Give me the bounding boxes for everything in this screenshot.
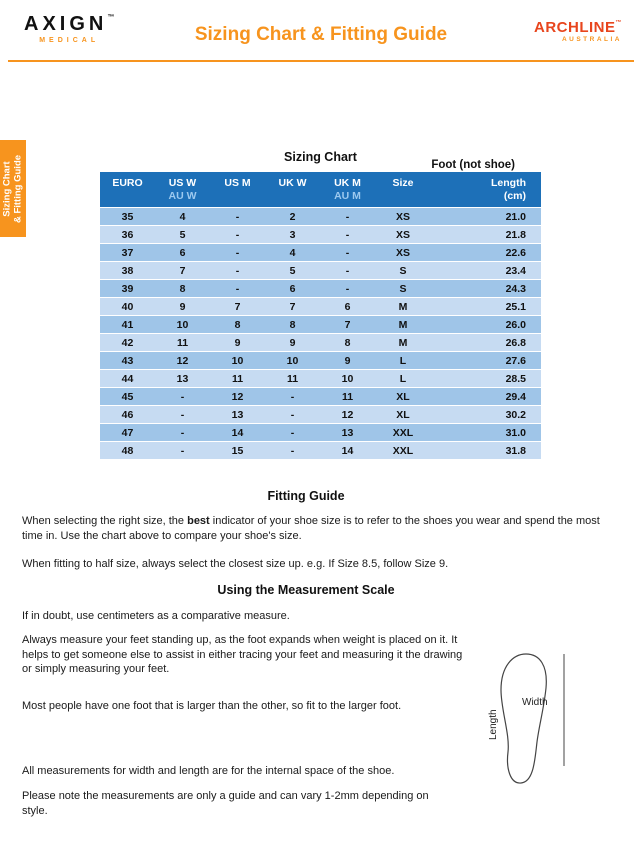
table-cell: - [320, 208, 375, 226]
table-row [100, 316, 541, 334]
table-cell: XS [375, 208, 431, 226]
table-cell: XS [375, 226, 431, 244]
table-cell: 9 [155, 298, 210, 316]
table-cell: 2 [265, 208, 320, 226]
table-cell: 23.4 [431, 262, 541, 280]
table-cell: - [265, 442, 320, 460]
table-row [100, 262, 541, 280]
table-cell: 26.0 [431, 316, 541, 334]
sizing-chart-section [100, 150, 541, 459]
table-cell: - [210, 226, 265, 244]
page-title: Sizing Chart & Fitting Guide [194, 24, 448, 45]
column-header: US W AU W [155, 172, 210, 208]
table-cell: 35 [100, 208, 155, 226]
header-divider [8, 60, 634, 62]
table-cell: 25.1 [431, 298, 541, 316]
table-cell: 4 [265, 244, 320, 262]
side-tab [0, 140, 26, 237]
table-cell: S [375, 262, 431, 280]
table-row [100, 406, 541, 424]
measurement-scale-title: Using the Measurement Scale [217, 583, 395, 597]
table-row [100, 352, 541, 370]
table-cell: - [320, 280, 375, 298]
table-row [100, 442, 541, 460]
table-cell: - [265, 406, 320, 424]
table-cell: XXL [375, 442, 431, 460]
fitting-guide-para-1: When selecting the right size, the best indicator of your shoe size is to refer to the shoes you wear and spend the most time in. Use the chart above to compare your shoe's size. [22, 515, 600, 542]
table-cell: 13 [320, 424, 375, 442]
table-cell: 4 [155, 208, 210, 226]
table-cell: 44 [100, 370, 155, 388]
table-cell: 45 [100, 388, 155, 406]
table-cell: - [210, 280, 265, 298]
table-cell: 7 [320, 316, 375, 334]
table-cell: 24.3 [431, 280, 541, 298]
table-cell: 11 [320, 388, 375, 406]
width-label: Width [522, 697, 548, 708]
table-cell: 22.6 [431, 244, 541, 262]
archline-logo-name: ARCHLINE™ [534, 19, 622, 36]
table-cell: - [210, 208, 265, 226]
table-cell: 14 [210, 424, 265, 442]
side-tab-label: Sizing Chart & Fitting Guide [1, 154, 24, 223]
table-cell: 9 [210, 334, 265, 352]
table-cell: 6 [155, 244, 210, 262]
table-cell: - [320, 244, 375, 262]
fitting-guide-title: Fitting Guide [267, 489, 345, 503]
page-header [0, 0, 642, 60]
table-row [100, 370, 541, 388]
table-cell: S [375, 280, 431, 298]
archline-logo-subtitle: AUSTRALIA [561, 36, 622, 43]
table-cell: 13 [210, 406, 265, 424]
table-cell: 47 [100, 424, 155, 442]
measurement-para-1: If in doubt, use centimeters as a comparative measure. [22, 610, 290, 622]
table-row [100, 280, 541, 298]
foot-outline-path [501, 654, 546, 783]
table-cell: L [375, 370, 431, 388]
table-cell: 26.8 [431, 334, 541, 352]
table-row [100, 298, 541, 316]
measurement-para-3: Most people have one foot that is larger than the other, so fit to the larger foot. [22, 700, 402, 712]
sizing-chart-title: Sizing Chart [284, 150, 357, 164]
table-cell: 7 [265, 298, 320, 316]
measurement-para-5: Please note the measurements are only a guide and can vary 1-2mm depending on style. [22, 790, 429, 817]
table-cell: 31.0 [431, 424, 541, 442]
table-cell: 37 [100, 244, 155, 262]
table-cell: 30.2 [431, 406, 541, 424]
table-cell: 8 [320, 334, 375, 352]
table-cell: 27.6 [431, 352, 541, 370]
table-cell: - [320, 226, 375, 244]
table-row [100, 424, 541, 442]
table-cell: 28.5 [431, 370, 541, 388]
table-cell: 6 [265, 280, 320, 298]
table-cell: 43 [100, 352, 155, 370]
measurement-para-4: All measurements for width and length are for the internal space of the shoe. [22, 765, 395, 777]
table-cell: 8 [210, 316, 265, 334]
table-cell: 38 [100, 262, 155, 280]
table-cell: XL [375, 388, 431, 406]
trademark-symbol: ™ [615, 20, 622, 26]
table-cell: 11 [265, 370, 320, 388]
table-cell: - [210, 262, 265, 280]
foot-measurement-diagram [486, 648, 591, 790]
table-cell: 13 [155, 370, 210, 388]
table-cell: 14 [320, 442, 375, 460]
table-row [100, 334, 541, 352]
table-cell: 12 [320, 406, 375, 424]
table-cell: 7 [155, 262, 210, 280]
table-cell: L [375, 352, 431, 370]
table-cell: M [375, 298, 431, 316]
table-cell: - [155, 424, 210, 442]
table-cell: - [155, 388, 210, 406]
table-cell: 8 [265, 316, 320, 334]
column-header: US M [210, 172, 265, 208]
table-cell: M [375, 316, 431, 334]
table-cell: XL [375, 406, 431, 424]
column-header: Length (cm) [431, 172, 541, 208]
table-cell: 10 [155, 316, 210, 334]
table-cell: - [210, 244, 265, 262]
fitting-guide-para-2: When fitting to half size, always select the closest size up. e.g. If Size 8.5, follow Size 9. [22, 558, 449, 570]
length-label: Length [488, 709, 499, 740]
table-cell: 48 [100, 442, 155, 460]
table-cell: 29.4 [431, 388, 541, 406]
table-cell: 10 [320, 370, 375, 388]
trademark-symbol: ™ [107, 14, 115, 21]
table-cell: - [265, 388, 320, 406]
table-cell: 10 [210, 352, 265, 370]
table-cell: 5 [155, 226, 210, 244]
table-cell: 36 [100, 226, 155, 244]
axign-logo-subtitle: MEDICAL [39, 37, 100, 44]
table-header-row [100, 172, 541, 208]
table-cell: 11 [155, 334, 210, 352]
table-row [100, 388, 541, 406]
table-cell: 42 [100, 334, 155, 352]
table-cell: 7 [210, 298, 265, 316]
table-cell: XXL [375, 424, 431, 442]
column-header: Size [375, 172, 431, 208]
table-cell: 31.8 [431, 442, 541, 460]
table-cell: - [155, 406, 210, 424]
table-cell: M [375, 334, 431, 352]
column-header: UK M AU M [320, 172, 375, 208]
table-cell: 15 [210, 442, 265, 460]
axign-logo-name: AXIGN™ [24, 13, 115, 35]
table-cell: - [320, 262, 375, 280]
table-cell: XS [375, 244, 431, 262]
foot-outline-drawing [486, 648, 591, 790]
table-cell: 11 [210, 370, 265, 388]
table-cell: - [265, 424, 320, 442]
table-cell: 3 [265, 226, 320, 244]
table-cell: 9 [320, 352, 375, 370]
sizing-chart-table [100, 172, 541, 459]
table-cell: 40 [100, 298, 155, 316]
table-cell: 6 [320, 298, 375, 316]
table-row [100, 208, 541, 226]
table-cell: 10 [265, 352, 320, 370]
table-cell: 12 [210, 388, 265, 406]
table-cell: 5 [265, 262, 320, 280]
table-cell: 46 [100, 406, 155, 424]
table-cell: 39 [100, 280, 155, 298]
archline-logo [534, 20, 622, 43]
table-cell: 8 [155, 280, 210, 298]
table-cell: 41 [100, 316, 155, 334]
table-cell: 12 [155, 352, 210, 370]
table-row [100, 244, 541, 262]
foot-not-shoe-label: Foot (not shoe) [431, 159, 515, 171]
table-cell: 9 [265, 334, 320, 352]
table-cell: - [155, 442, 210, 460]
column-header: EURO [100, 172, 155, 208]
table-cell: 21.8 [431, 226, 541, 244]
table-cell: 21.0 [431, 208, 541, 226]
column-header: UK W [265, 172, 320, 208]
table-row [100, 226, 541, 244]
measurement-para-2: Always measure your feet standing up, as the foot expands when weight is placed on it. It helps to get someone else to assist in either tracing your feet and measuring it the drawing or simply measuring your feet. [22, 634, 463, 676]
